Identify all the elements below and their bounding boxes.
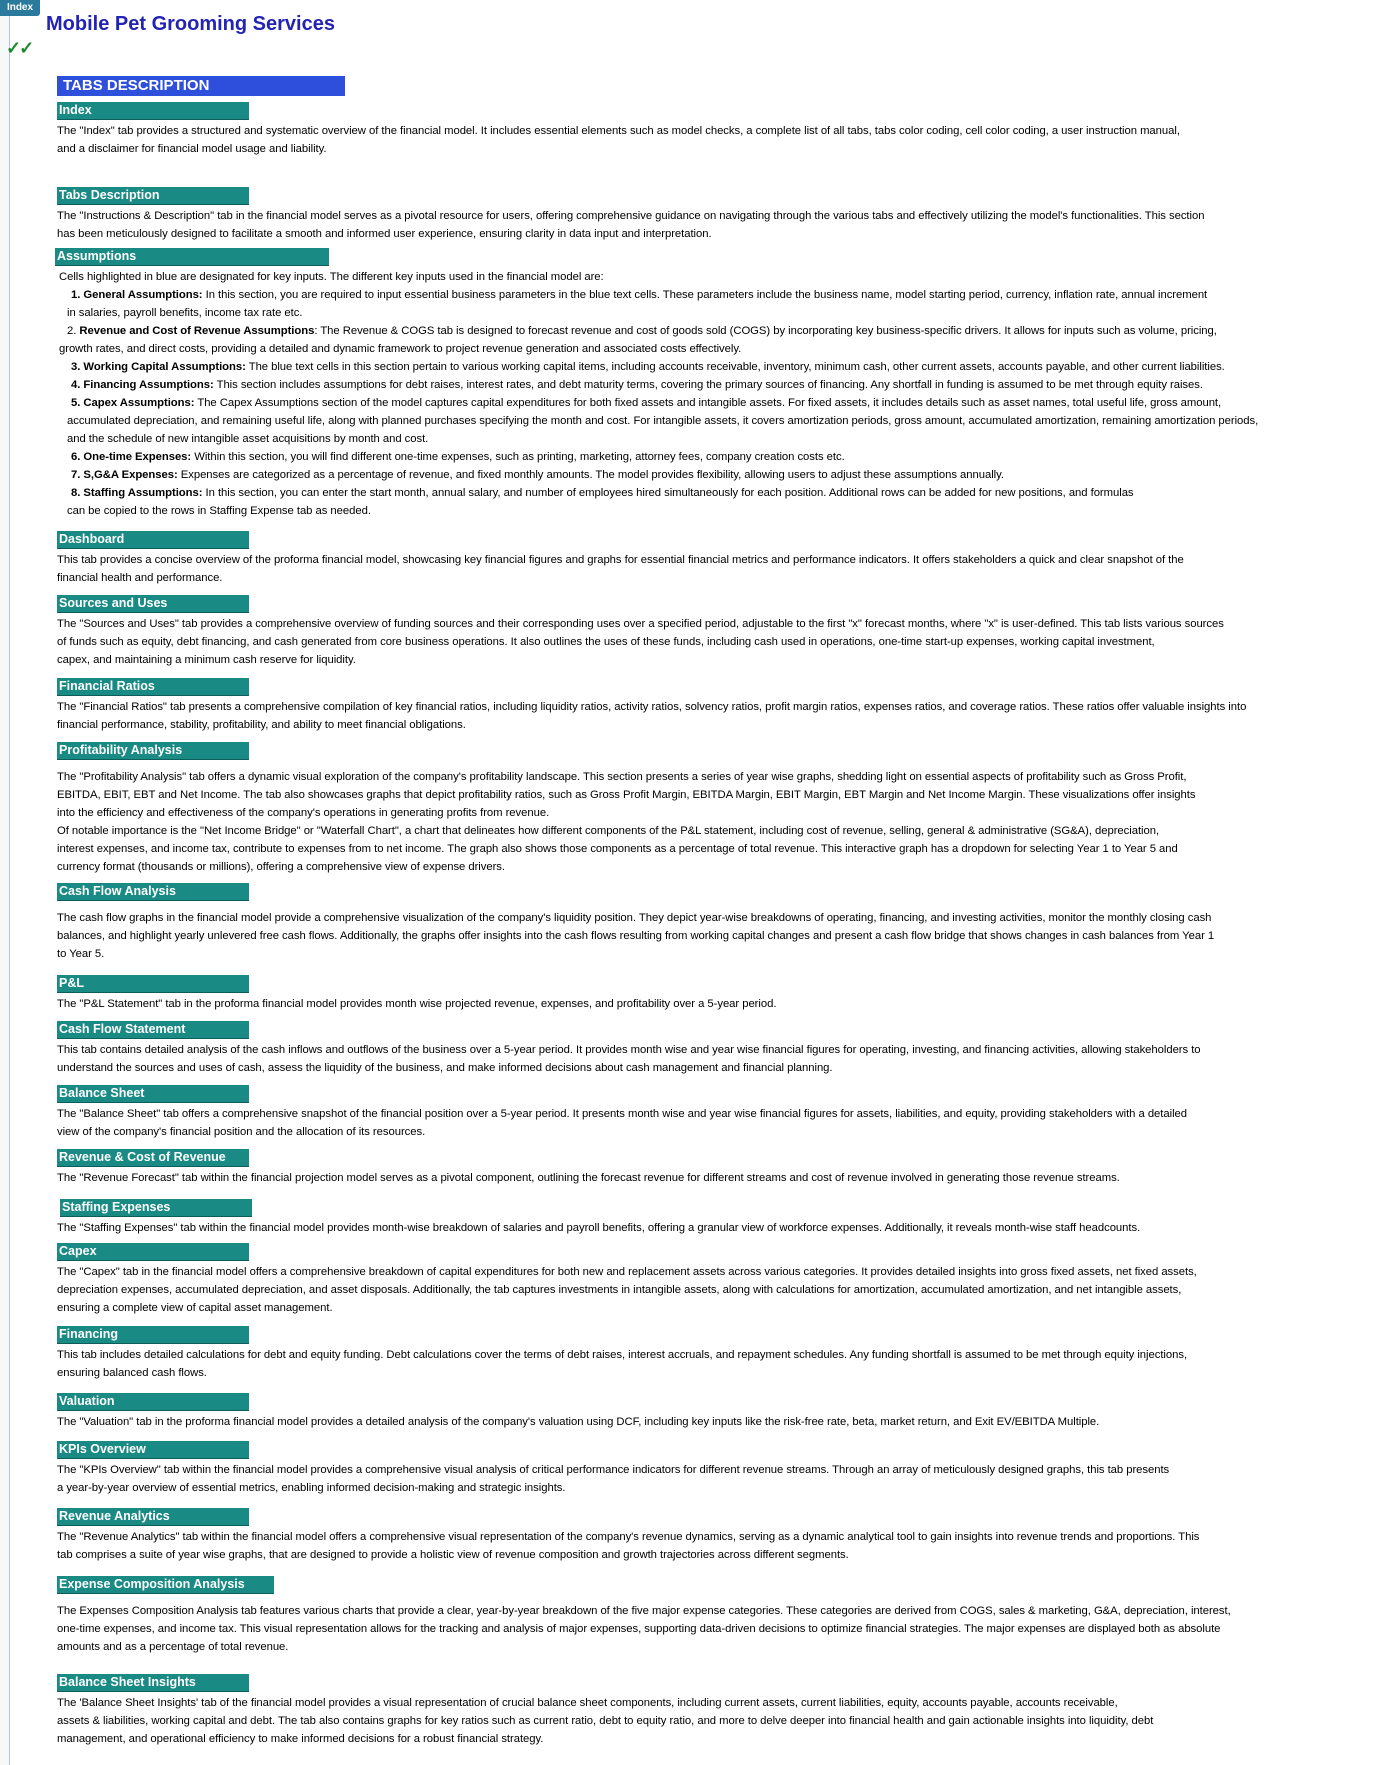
section-capex <box>57 1242 1387 1317</box>
section-balance-sheet <box>57 1084 1387 1141</box>
section-financing <box>57 1325 1387 1382</box>
desc-line: amounts and as a percentage of total revenue. <box>57 1641 289 1653</box>
section-heading: Dashboard <box>57 531 249 549</box>
desc-line: and a disclaimer for financial model usage and liability. <box>57 143 327 155</box>
desc-line: of funds such as equity, debt financing, and cash generated from core business operations. It also outlines the uses of these funds, including cash used in operations, one-time start-up expenses, working capital investment, <box>57 636 1155 648</box>
index-link-button[interactable]: Index <box>0 0 40 16</box>
section-staffing <box>57 1198 1387 1237</box>
desc-line: can be copied to the rows in Staffing Expense tab as needed. <box>67 505 371 517</box>
desc-line: depreciation expenses, accumulated depreciation, and asset disposals. Additionally, the tab captures investments in intangible assets, along with calculations for amortization, accumulated amortization, and net intangible assets, <box>57 1284 1182 1296</box>
desc-line: accumulated depreciation, and remaining useful life, along with planned purchases specifying the month and cost. For intangible assets, it covers amortization periods, gross amount, accumulated amortization, remaining amortization periods, <box>67 415 1259 427</box>
section-heading: Index <box>57 102 249 120</box>
desc-line: The "Instructions & Description" tab in the financial model serves as a pivotal resource for users, offering comprehensive guidance on navigating through the various tabs and effectively utilizing the model's functionalities. This section <box>57 210 1205 222</box>
section-heading: KPIs Overview <box>57 1441 249 1459</box>
section-heading: Cash Flow Analysis <box>57 883 249 901</box>
desc-line: The "Revenue Forecast" tab within the financial projection model serves as a pivotal component, outlining the forecast revenue for different streams and cost of revenue involved in generating those revenue streams. <box>57 1172 1120 1184</box>
assumption-item: 1. General Assumptions: In this section, you are required to input essential business parameters in the blue text cells. These parameters include the business name, model starting period, currency, inflation rate, annual increment <box>71 289 1208 301</box>
tabs-description-header: TABS DESCRIPTION <box>57 76 345 96</box>
model-check-icon: ✓✓ <box>6 38 33 58</box>
section-heading: Tabs Description <box>57 187 249 205</box>
section-assumptions <box>55 247 1385 520</box>
assumption-item: 2. Revenue and Cost of Revenue Assumptions: The Revenue & COGS tab is designed to forecast revenue and cost of goods sold (COGS) by incorporating key business-specific drivers. It allows for inputs such as volume, pricing, <box>67 325 1217 337</box>
desc-line: This tab includes detailed calculations for debt and equity funding. Debt calculations cover the terms of debt raises, interest accruals, and repayment schedules. Any funding shortfall is assumed to be met through equity injections, <box>57 1349 1188 1361</box>
desc-line: financial performance, stability, profitability, and ability to meet financial obligations. <box>57 719 466 731</box>
page-title: Mobile Pet Grooming Services <box>46 13 335 35</box>
section-heading: Financial Ratios <box>57 678 249 696</box>
desc-line: The cash flow graphs in the financial model provide a comprehensive visualization of the company's liquidity position. They depict year-wise breakdowns of operating, financing, and investing activities, monitor the monthly closing cash <box>57 912 1212 924</box>
section-heading: Revenue Analytics <box>57 1508 249 1526</box>
section-pl <box>57 974 1387 1013</box>
section-revenue-analytics <box>57 1507 1387 1564</box>
section-revenue-cost <box>57 1148 1387 1187</box>
section-heading: Expense Composition Analysis <box>57 1576 274 1594</box>
desc-line: one-time expenses, and income tax. This visual representation allows for the tracking and analysis of major expenses, supporting data-driven decisions to optimize financial strategies. The major expenses are displayed both as absolute <box>57 1623 1221 1635</box>
section-index <box>57 101 1387 158</box>
section-kpis <box>57 1440 1387 1497</box>
desc-line: The "KPIs Overview" tab within the financial model provides a comprehensive visual analysis of critical performance indicators for different revenue streams. Through an array of meticulously designed graphs, this tab presents <box>57 1464 1170 1476</box>
section-profitability <box>57 741 1387 876</box>
desc-line: view of the company's financial position and the allocation of its resources. <box>57 1126 426 1138</box>
section-valuation <box>57 1392 1387 1431</box>
section-bs-insights <box>57 1673 1387 1748</box>
section-heading: Staffing Expenses <box>60 1199 252 1217</box>
section-tabs-description <box>57 186 1387 243</box>
section-sources-uses <box>57 594 1387 669</box>
section-heading: Sources and Uses <box>57 595 249 613</box>
assumption-item: 6. One-time Expenses: Within this section, you will find different one-time expenses, such as printing, marketing, attorney fees, company creation costs etc. <box>71 451 845 463</box>
desc-line: Cells highlighted in blue are designated for key inputs. The different key inputs used in the financial model are: <box>59 271 604 283</box>
desc-line: The "P&L Statement" tab in the proforma financial model provides month wise projected revenue, expenses, and profitability over a 5-year period. <box>57 998 777 1010</box>
section-heading: Assumptions <box>55 248 329 266</box>
desc-line: This tab provides a concise overview of the proforma financial model, showcasing key financial figures and graphs for essential financial metrics and performance indicators. It offers stakeholders a quick and clear snapshot of the <box>57 554 1184 566</box>
desc-line: management, and operational efficiency to make informed decisions for a robust financial strategy. <box>57 1733 544 1745</box>
section-cash-flow-statement <box>57 1020 1387 1077</box>
assumption-item: 3. Working Capital Assumptions: The blue text cells in this section pertain to various working capital items, including accounts receivable, inventory, minimum cash, other current assets, accounts payable, and other current liabilities. <box>71 361 1225 373</box>
desc-line: assets & liabilities, working capital and debt. The tab also contains graphs for key ratios such as current ratio, debt to equity ratio, and more to delve deeper into financial health and gain actionable insights into liquidity, debt <box>57 1715 1154 1727</box>
desc-line: The "Capex" tab in the financial model offers a comprehensive breakdown of capital expenditures for both new and replacement assets across various categories. It provides detailed insights into gross fixed assets, net fixed assets, <box>57 1266 1197 1278</box>
desc-line: in salaries, payroll benefits, income tax rate etc. <box>67 307 303 319</box>
section-dashboard <box>57 530 1387 587</box>
desc-line: The "Profitability Analysis" tab offers a dynamic visual exploration of the company's profitability landscape. This section presents a series of year wise graphs, shedding light on essential aspects of profitability such as Gross Profit, <box>57 771 1187 783</box>
desc-line: This tab contains detailed analysis of the cash inflows and outflows of the business over a 5-year period. It provides month wise and year wise financial figures for operating, investing, and financing activities, allowing stakeholders to <box>57 1044 1201 1056</box>
desc-line: balances, and highlight yearly unlevered free cash flows. Additionally, the graphs offer insights into the cash flows resulting from working capital changes and present a cash flow bridge that shows changes in cash balances from Year 1 <box>57 930 1215 942</box>
section-heading: Financing <box>57 1326 249 1344</box>
section-heading: Valuation <box>57 1393 249 1411</box>
desc-line: The "Valuation" tab in the proforma financial model provides a detailed analysis of the company's valuation using DCF, including key inputs like the risk-free rate, beta, market return, and Exit EV/EBITDA Multiple. <box>57 1416 1100 1428</box>
desc-line: The "Staffing Expenses" tab within the financial model provides month-wise breakdown of salaries and payroll benefits, offering a granular view of workforce expenses. Additionally, it reveals month-wise staff headcounts. <box>57 1222 1141 1234</box>
desc-line: ensuring a complete view of capital asset management. <box>57 1302 333 1314</box>
desc-line: EBITDA, EBIT, EBT and Net Income. The tab also showcases graphs that depict profitability ratios, such as Gross Profit Margin, EBITDA Margin, EBIT Margin, EBT Margin and Net Income Margin. These visualizations offer insights <box>57 789 1196 801</box>
section-cash-flow-analysis <box>57 882 1387 963</box>
desc-line: The Expenses Composition Analysis tab features various charts that provide a clear, year-by-year breakdown of the five major expense categories. These categories are derived from COGS, sales & marketing, G&A, depreciation, interest, <box>57 1605 1231 1617</box>
section-financial-ratios <box>57 677 1387 734</box>
desc-line: The "Balance Sheet" tab offers a comprehensive snapshot of the financial position over a 5-year period. It presents month wise and year wise financial figures for assets, liabilities, and equity, providing stakeholders with a detailed <box>57 1108 1187 1120</box>
desc-line: The 'Balance Sheet Insights' tab of the financial model provides a visual representation of crucial balance sheet components, including current assets, current liabilities, equity, accounts payable, accounts receivable, <box>57 1697 1118 1709</box>
row-header-strip <box>0 0 10 1765</box>
desc-line: Of notable importance is the "Net Income Bridge" or "Waterfall Chart", a chart that delineates how different components of the P&L statement, including cost of revenue, selling, general & administrative (SG&A), depreciation, <box>57 825 1160 837</box>
desc-line: and the schedule of new intangible asset acquisitions by month and cost. <box>67 433 429 445</box>
section-heading: Balance Sheet Insights <box>57 1674 249 1692</box>
desc-line: The "Financial Ratios" tab presents a comprehensive compilation of key financial ratios, including liquidity ratios, activity ratios, solvency ratios, profit margin ratios, expenses ratios, and coverage ratios. These ratios offer valuable insights into <box>57 701 1247 713</box>
assumption-item: 8. Staffing Assumptions: In this section, you can enter the start month, annual salary, and number of employees hired simultaneously for each position. Additional rows can be added for new positions, and formulas <box>71 487 1134 499</box>
desc-line: ensuring balanced cash flows. <box>57 1367 207 1379</box>
desc-line: The "Index" tab provides a structured and systematic overview of the financial model. It includes essential elements such as model checks, a complete list of all tabs, tabs color coding, cell color coding, a user instruction manual, <box>57 125 1180 137</box>
desc-line: capex, and maintaining a minimum cash reserve for liquidity. <box>57 654 356 666</box>
desc-line: financial health and performance. <box>57 572 223 584</box>
section-heading: P&L <box>57 975 249 993</box>
desc-line: has been meticulously designed to facilitate a smooth and informed user experience, ensuring clarity in data input and interpretation. <box>57 228 712 240</box>
section-expense-composition <box>57 1575 1387 1656</box>
section-heading: Revenue & Cost of Revenue <box>57 1149 249 1167</box>
desc-line: growth rates, and direct costs, providing a detailed and dynamic framework to project revenue generation and associated costs effectively. <box>59 343 742 355</box>
section-heading: Cash Flow Statement <box>57 1021 249 1039</box>
desc-line: understand the sources and uses of cash, assess the liquidity of the business, and make informed decisions about cash management and financial planning. <box>57 1062 833 1074</box>
desc-line: The "Sources and Uses" tab provides a comprehensive overview of funding sources and their corresponding uses over a specified period, adjustable to the first "x" forecast months, where "x" is user-defined. This tab lists various sources <box>57 618 1224 630</box>
assumption-item: 5. Capex Assumptions: The Capex Assumptions section of the model captures capital expenditures for both fixed assets and intangible assets. For fixed assets, it includes details such as asset names, total useful life, gross amount, <box>71 397 1222 409</box>
assumption-item: 7. S,G&A Expenses: Expenses are categorized as a percentage of revenue, and fixed monthly amounts. The model provides flexibility, allowing users to adjust these assumptions annually. <box>71 469 1004 481</box>
desc-line: a year-by-year overview of essential metrics, enabling informed decision-making and strategic insights. <box>57 1482 566 1494</box>
desc-line: currency format (thousands or millions), offering a comprehensive view of expense drivers. <box>57 861 505 873</box>
assumption-item: 4. Financing Assumptions: This section includes assumptions for debt raises, interest rates, and debt maturity terms, covering the primary sources of financing. Any shortfall in funding is assumed to be met through equity raises. <box>71 379 1203 391</box>
desc-line: tab comprises a suite of year wise graphs, that are designed to provide a holistic view of revenue composition and growth trajectories across different segments. <box>57 1549 849 1561</box>
desc-line: The "Revenue Analytics" tab within the financial model offers a comprehensive visual representation of the company's revenue dynamics, serving as a dynamic analytical tool to gain insights into revenue trends and proportions. This <box>57 1531 1200 1543</box>
desc-line: to Year 5. <box>57 948 105 960</box>
desc-line: interest expenses, and income tax, contribute to expenses from to net income. The graph also shows those components as a percentage of total revenue. This interactive graph has a dropdown for selecting Year 1 to Year 5 and <box>57 843 1178 855</box>
section-heading: Balance Sheet <box>57 1085 249 1103</box>
section-heading: Profitability Analysis <box>57 742 249 760</box>
section-heading: Capex <box>57 1243 249 1261</box>
desc-line: into the efficiency and effectiveness of the company's operations in generating profits from revenue. <box>57 807 550 819</box>
